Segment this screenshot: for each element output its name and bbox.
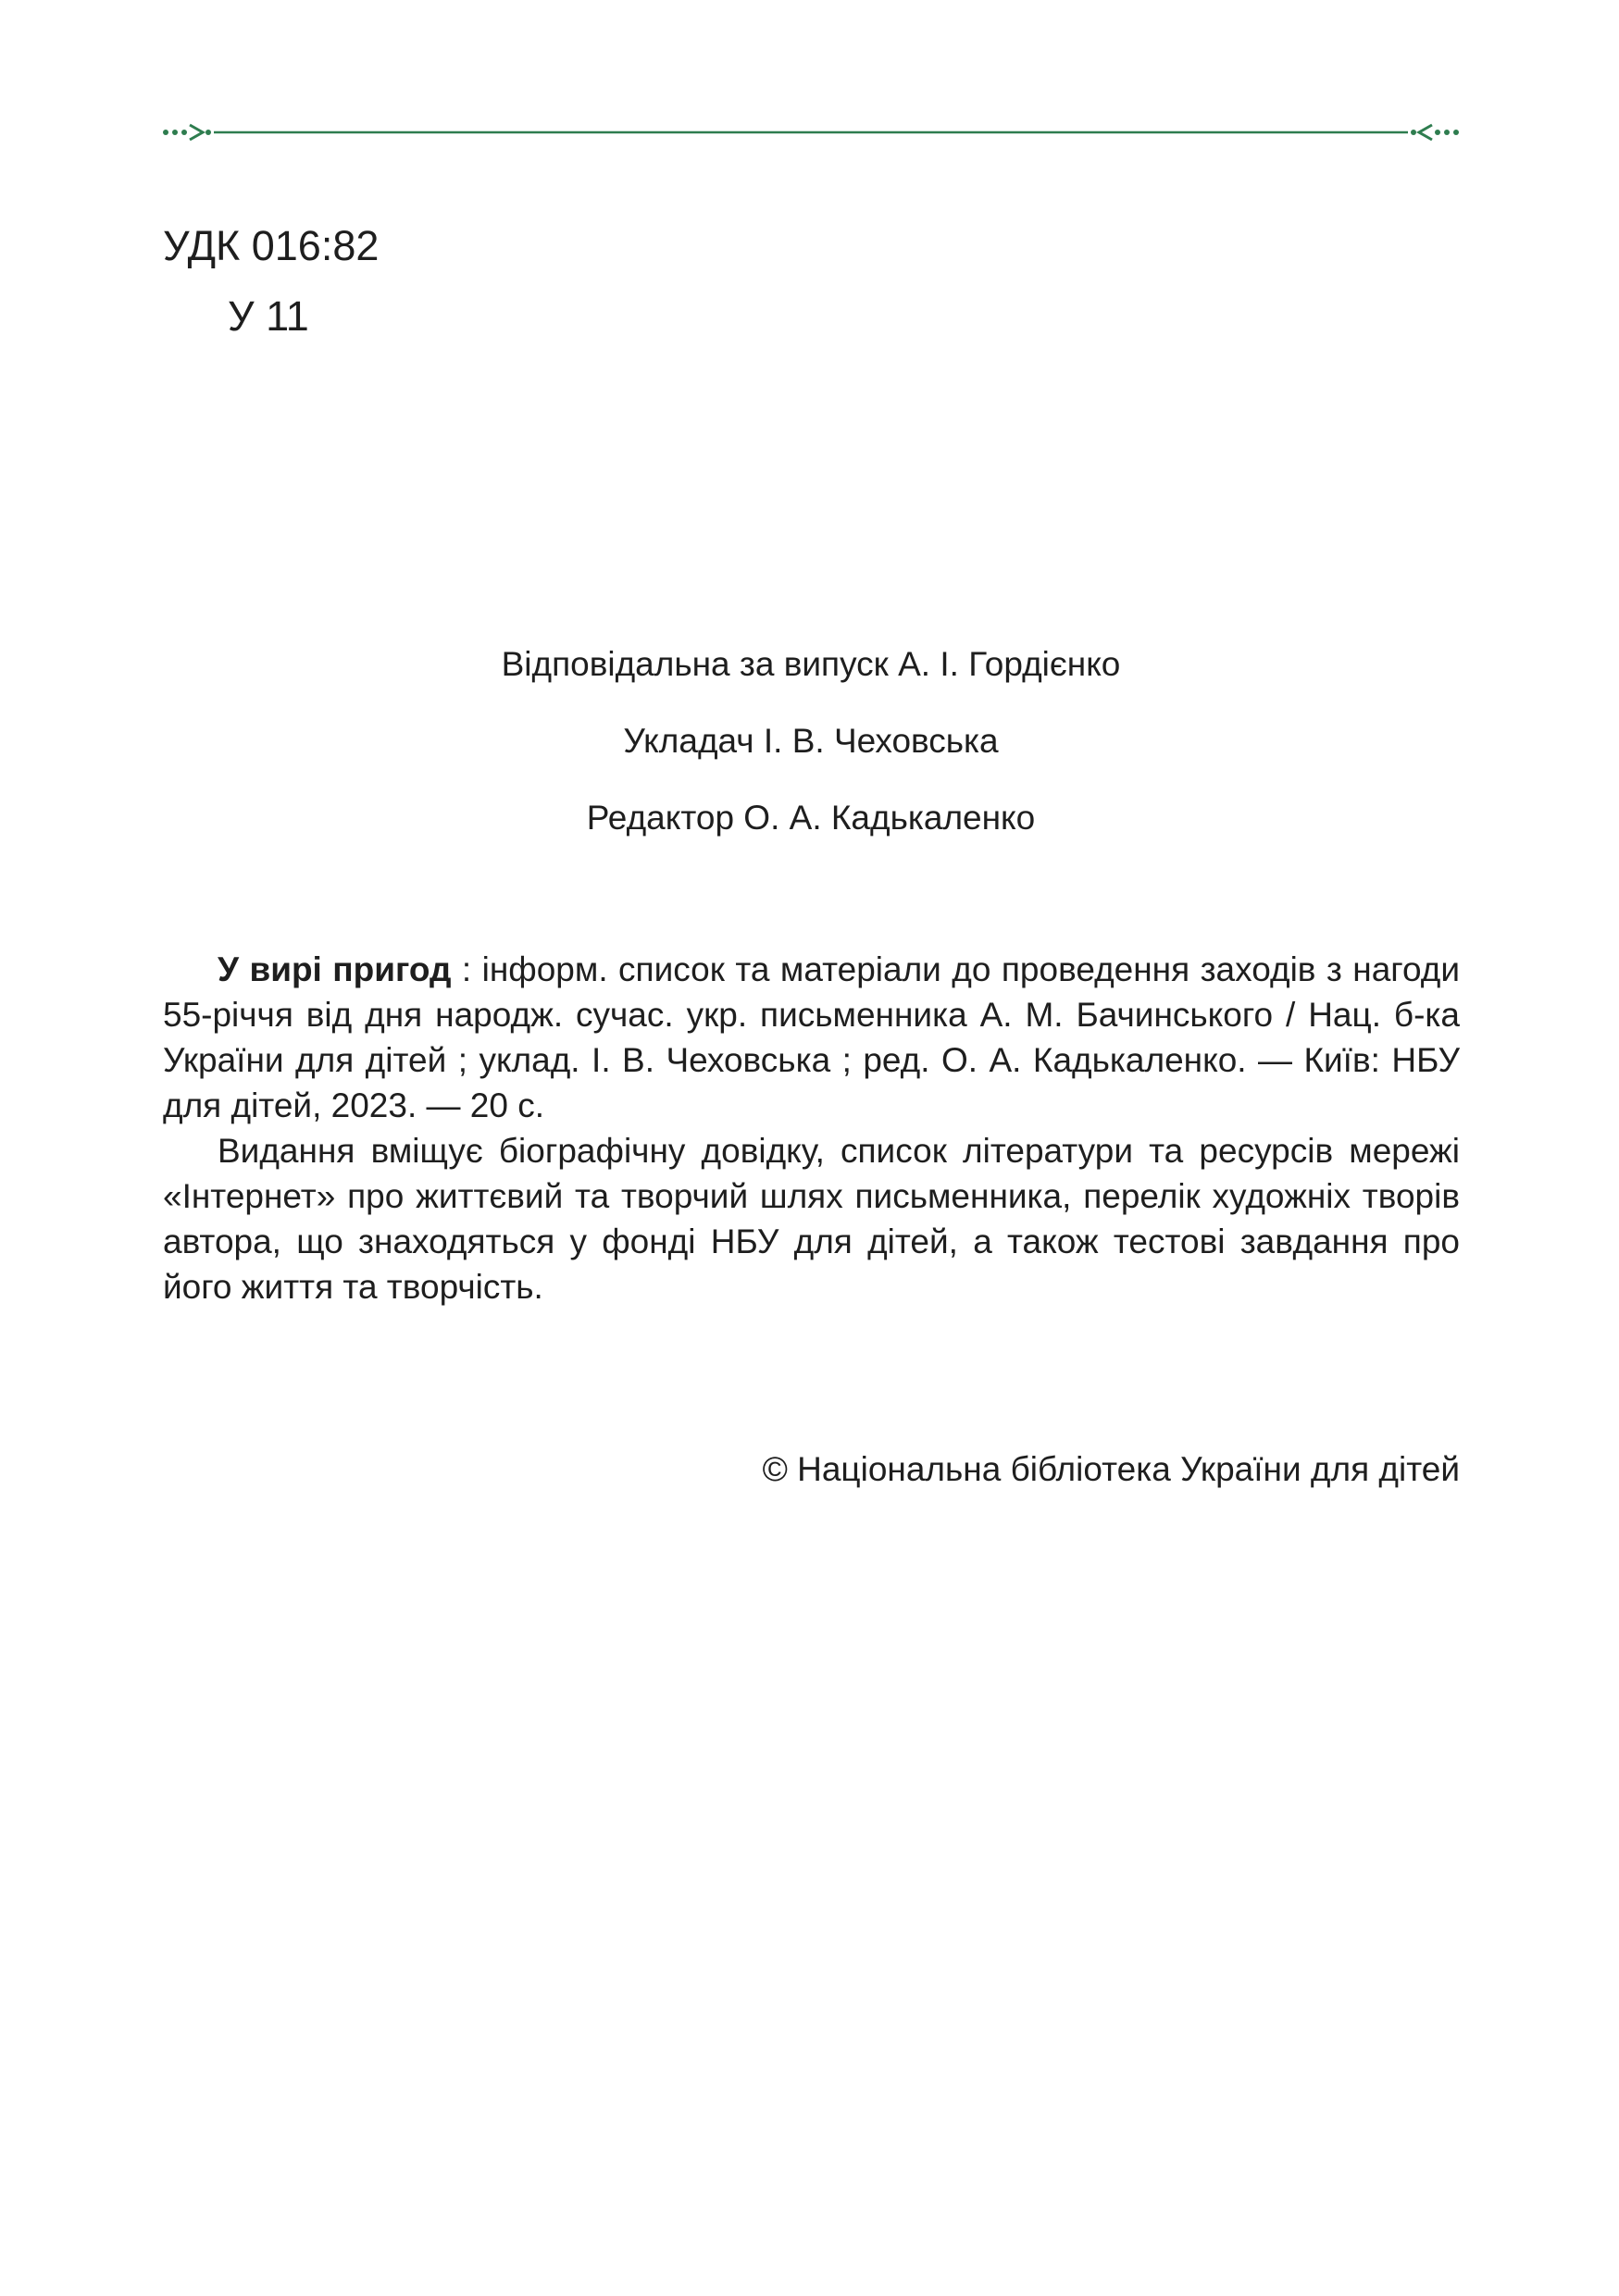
bibliographic-description	[163, 947, 1460, 1309]
annotation: Видання вміщує біографічну довідку, список літератури та ресурсів мережі «Інтернет» про життєвий та творчий шлях письменника, перелік художніх творів автора, що знаходяться у фонді НБУ для дітей, а також тестові завдання про його життя та творчість.	[163, 1132, 1460, 1306]
editor: Редактор О. А. Кадькаленко	[586, 799, 1036, 837]
decorative-top-rule	[162, 118, 1460, 146]
compiler: Укладач І. В. Чеховська	[623, 722, 999, 760]
bibliographic-entry	[163, 947, 1460, 1128]
entry-details: : інформ. список та матеріали до проведення заходів з нагоди 55-річчя від дня народж. сучас. укр. письменника А. М. Бачинського / Нац. б-ка України для дітей ; уклад. І. В. Чеховська ; ред. О. А. Кадькаленко. — Київ: НБУ для дітей, 2023. — 20 с.	[163, 950, 1460, 1124]
copyright-notice: © Національна бібліотека України для дітей	[762, 1450, 1460, 1488]
responsible-person: Відповідальна за випуск А. І. Гордієнко	[501, 645, 1121, 683]
credits-block	[162, 639, 1460, 869]
author-mark: У 11	[228, 292, 309, 340]
publication-title: У вирі пригод	[218, 950, 452, 988]
udc-index: УДК 016:82	[163, 222, 380, 269]
